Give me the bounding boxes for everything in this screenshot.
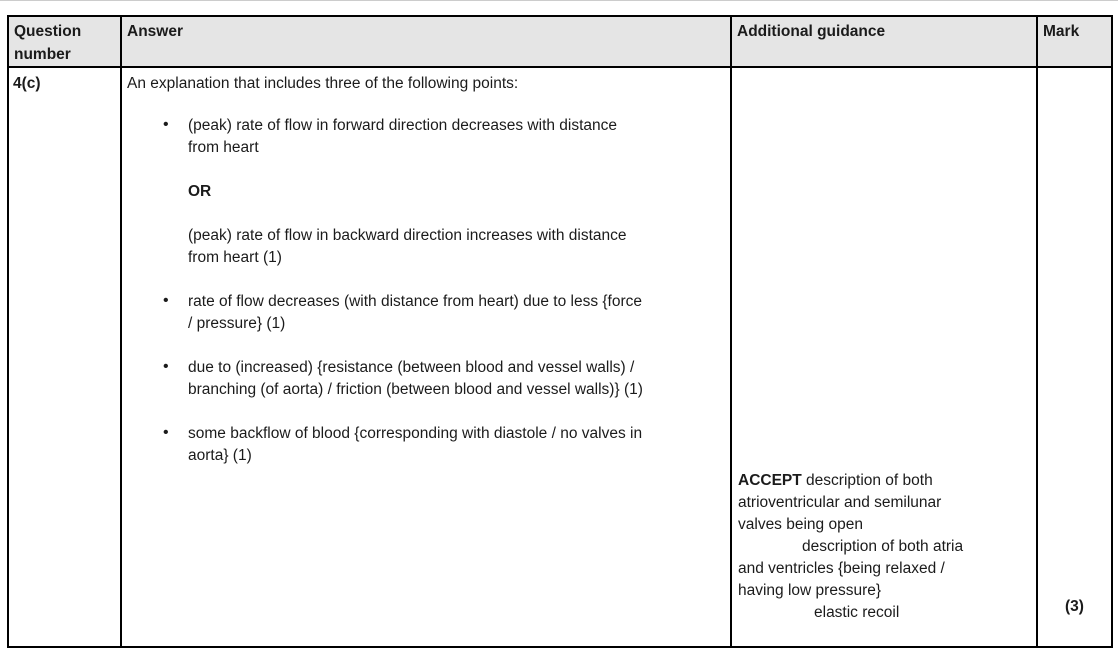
guidance-line: ACCEPT description of both: [738, 472, 933, 489]
answer-bullet-item: [127, 357, 722, 401]
answer-line: / pressure} (1): [188, 315, 286, 332]
guidance-line: having low pressure}: [738, 582, 882, 599]
header-row: [8, 16, 1112, 67]
answer-bullet-item: [127, 115, 722, 269]
mark-cell: [1037, 67, 1112, 647]
answer-line: OR: [188, 183, 212, 200]
answer-line: • some backflow of blood {corresponding with diastole / no valves in: [188, 425, 643, 442]
answer-line: (peak) rate of flow in backward direction increases with distance: [188, 227, 627, 244]
answer-bullet-item: [127, 423, 722, 467]
mark-scheme-table: [7, 15, 1113, 648]
answer-paragraph: [188, 291, 722, 335]
guidance-text: [732, 68, 1036, 644]
page-top-divider: [0, 0, 1118, 1]
answer-paragraph: [188, 181, 722, 203]
answer-paragraph: [188, 225, 722, 269]
answer-paragraph: [188, 357, 722, 401]
guidance-line: description of both atria: [802, 538, 964, 555]
answer-line: • due to (increased) {resistance (between blood and vessel walls) /: [188, 359, 635, 376]
answer-bullet-item: [127, 291, 722, 335]
answer-bullet-list: [127, 115, 722, 467]
answer-line: branching (of aorta) / friction (between blood and vessel walls)} (1): [188, 381, 643, 398]
answer-line: • rate of flow decreases (with distance from heart) due to less {force: [188, 293, 643, 310]
guidance-line: elastic recoil: [814, 604, 900, 621]
question-number-cell: 4(c): [8, 67, 121, 647]
col-header-answer: Answer: [121, 16, 731, 67]
answer-line: from heart (1): [188, 249, 282, 266]
col-header-question-number: Question number: [8, 16, 121, 67]
guidance-line: atrioventricular and semilunar: [738, 494, 942, 511]
answer-line: from heart: [188, 139, 259, 156]
answer-paragraph: [188, 115, 722, 159]
answer-intro: An explanation that includes three of the following points:: [127, 75, 519, 92]
answer-paragraph: [188, 423, 722, 467]
table-row: [8, 67, 1112, 647]
mark-value: (3): [1065, 598, 1084, 615]
answer-cell: [121, 67, 731, 647]
guidance-line: and ventricles {being relaxed /: [738, 560, 945, 577]
col-header-additional-guidance: Additional guidance: [731, 16, 1037, 67]
col-header-mark: Mark: [1037, 16, 1112, 67]
additional-guidance-cell: [731, 67, 1037, 647]
answer-line: aorta} (1): [188, 447, 252, 464]
guidance-line: valves being open: [738, 516, 863, 533]
answer-line: • (peak) rate of flow in forward direction decreases with distance: [188, 117, 618, 134]
